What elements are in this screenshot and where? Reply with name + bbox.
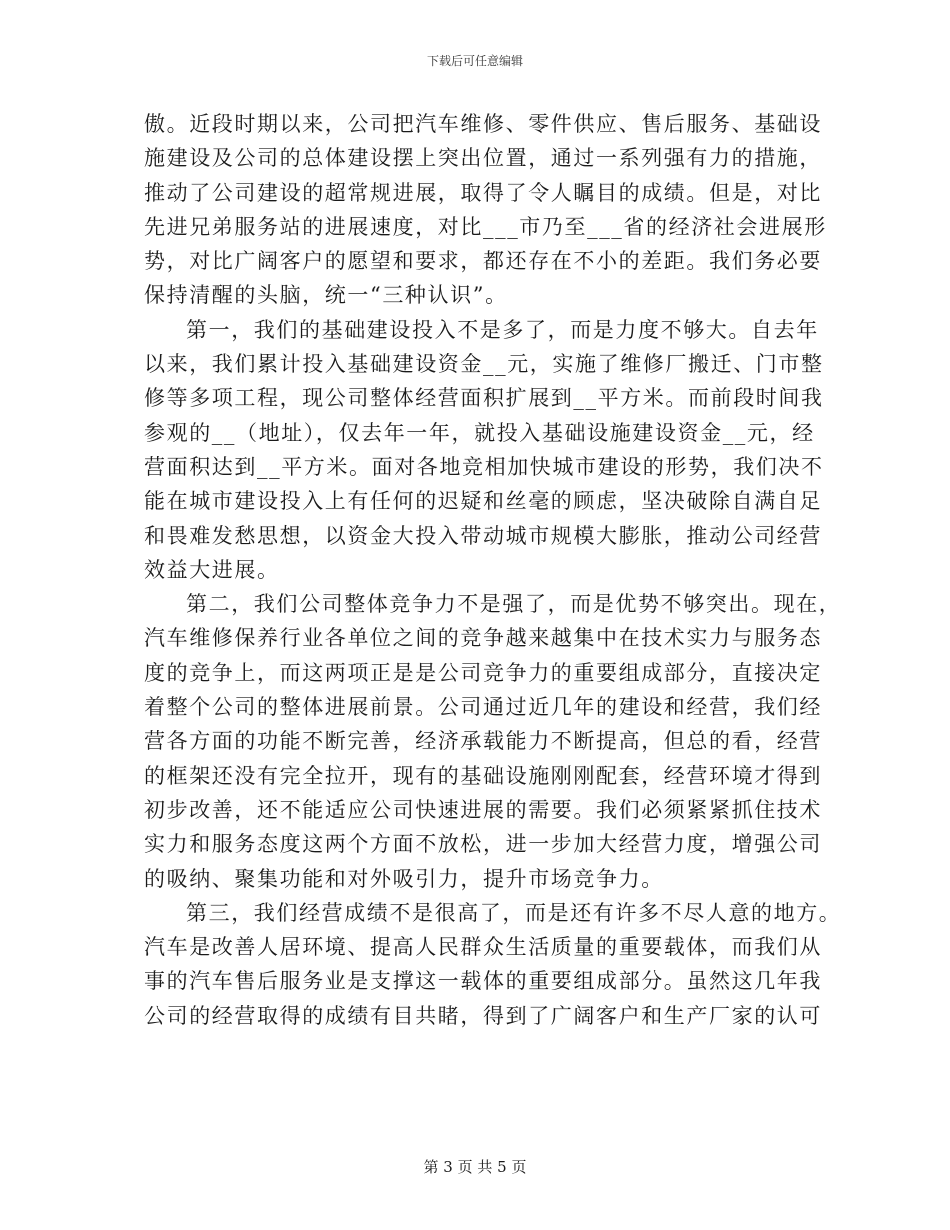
- page-header: 下载后可任意编辑: [426, 54, 523, 68]
- paragraph-start-line: 第三，我们经营成绩不是很高了，而是还有许多不尽人意的地方。: [186, 900, 842, 925]
- text-line: 势，对比广阔客户的愿望和要求，都还存在不小的差距。我们务必要: [144, 249, 822, 274]
- text-line: 参观的__（地址），仅去年一年，就投入基础设施建设资金__元，经: [144, 420, 815, 445]
- paragraph-start-line: 第一，我们的基础建设投入不是多了，而是力度不够大。自去年: [186, 317, 819, 342]
- text-line: 能在城市建设投入上有任何的迟疑和丝毫的顾虑，坚决破除自满自足: [144, 489, 822, 514]
- text-line: 度的竞争上，而这两项正是是公司竞争力的重要组成部分，直接决定: [144, 660, 822, 685]
- text-line: 事的汽车售后服务业是支撑这一载体的重要组成部分。虽然这几年我: [144, 969, 822, 994]
- text-line: 初步改善，还不能适应公司快速进展的需要。我们必须紧紧抓住技术: [144, 797, 822, 822]
- text-line: 保持清醒的头脑，统一“三种认识”。: [144, 283, 508, 308]
- text-line: 以来，我们累计投入基础建设资金__元，实施了维修厂搬迁、门市整: [144, 352, 824, 377]
- text-line: 傲。近段时期以来，公司把汽车维修、零件供应、售后服务、基础设: [144, 112, 822, 136]
- text-line: 营面积达到__平方米。面对各地竞相加快城市建设的形势，我们决不: [144, 454, 824, 479]
- text-line: 营各方面的功能不断完善，经济承载能力不断提高，但总的看，经营: [144, 729, 822, 754]
- text-line: 的框架还没有完全拉开，现有的基础设施刚刚配套，经营环境才得到: [144, 763, 822, 788]
- text-line: 施建设及公司的总体建设摆上突出位置，通过一系列强有力的措施，: [144, 146, 822, 171]
- text-line: 汽车是改善人居环境、提高人民群众生活质量的重要载体，而我们从: [144, 935, 822, 960]
- paragraph-start-line: 第二，我们公司整体竞争力不是强了，而是优势不够突出。现在，: [186, 592, 842, 617]
- text-line: 的吸纳、聚集功能和对外吸引力，提升市场竞争力。: [144, 866, 664, 891]
- text-line: 着整个公司的整体进展前景。公司通过近几年的建设和经营，我们经: [144, 695, 822, 720]
- text-line: 效益大进展。: [144, 557, 280, 582]
- text-line: 推动了公司建设的超常规进展，取得了令人瞩目的成绩。但是，对比: [144, 180, 822, 205]
- text-line: 公司的经营取得的成绩有目共睹，得到了广阔客户和生产厂家的认可: [144, 1003, 822, 1028]
- page-number: 第 3 页 共 5 页: [423, 1158, 527, 1176]
- text-line: 先进兄弟服务站的进展速度，对比___市乃至___省的经济社会进展形: [144, 214, 827, 239]
- text-line: 和畏难发愁思想，以资金大投入带动城市规模大膨胀，推动公司经营: [144, 523, 822, 548]
- document-body: [144, 107, 842, 1033]
- text-line: 实力和服务态度这两个方面不放松，进一步加大经营力度，增强公司: [144, 832, 822, 857]
- text-line: 修等多项工程，现公司整体经营面积扩展到__平方米。而前段时间我: [144, 386, 824, 411]
- text-line: 汽车维修保养行业各单位之间的竞争越来越集中在技术实力与服务态: [144, 626, 822, 651]
